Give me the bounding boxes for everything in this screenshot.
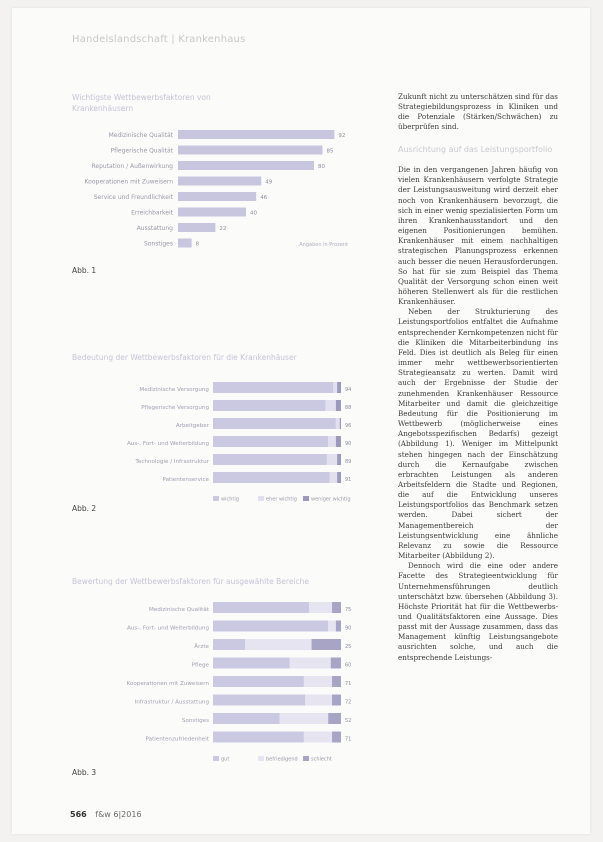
chart2-bar-segment bbox=[337, 382, 341, 393]
chart3-category-label: Pflege bbox=[191, 662, 209, 669]
chart1-value-label: 8 bbox=[195, 241, 200, 248]
chart2-category-label: Patientenservice bbox=[162, 477, 209, 483]
chart2-value-label: 94 bbox=[345, 387, 352, 393]
chart3-bar-segment bbox=[328, 621, 336, 632]
abb1-label: Abb. 1 bbox=[72, 266, 97, 275]
chart3-category-label: Medizinische Qualität bbox=[148, 607, 209, 613]
chart2-category-label: Medizinische Versorgung bbox=[139, 387, 209, 393]
abb3-label: Abb. 3 bbox=[72, 768, 97, 777]
chart3 bbox=[60, 598, 360, 764]
chart1-category-label: Service und Freundlichkeit bbox=[93, 194, 173, 201]
chart3-bar-segment bbox=[332, 676, 341, 687]
abb2-label: Abb. 2 bbox=[72, 504, 97, 513]
chart1-value-label: 40 bbox=[250, 210, 257, 217]
chart1-category-label: Sonstiges bbox=[143, 240, 173, 248]
chart2-bar-segment bbox=[333, 382, 337, 393]
chart3-legend-label: befriedigend bbox=[266, 756, 298, 763]
chart1-bar bbox=[178, 223, 215, 232]
chart3-value-label: 25 bbox=[345, 644, 352, 650]
chart3-bar-segment bbox=[213, 732, 304, 743]
body-text-column bbox=[398, 92, 558, 663]
chart2-category-label: Technologie / Infrastruktur bbox=[135, 459, 209, 465]
chart1-bar bbox=[178, 130, 334, 139]
chart1-bar bbox=[178, 239, 192, 248]
chart3-bar-segment bbox=[213, 713, 280, 724]
chart3-bar-segment bbox=[304, 732, 332, 743]
chart2-category-label: Aus-, Fort- und Weiterbildung bbox=[127, 441, 209, 447]
chart1-value-label: 49 bbox=[265, 179, 273, 186]
chart3-category-label: Kooperationen mit Zuweisern bbox=[126, 681, 209, 687]
chart2-bar-segment bbox=[213, 382, 333, 393]
chart3-bar-segment bbox=[331, 658, 341, 669]
chart1-value-label: 85 bbox=[326, 148, 334, 155]
chart1-bar bbox=[178, 208, 246, 217]
chart2-value-label: 91 bbox=[345, 477, 352, 483]
chart3-bar-segment bbox=[336, 621, 341, 632]
chart3-category-label: Infrastruktur / Ausstattung bbox=[134, 699, 209, 706]
chart3-legend-label: schlecht bbox=[311, 756, 332, 763]
paragraph-4: Dennoch wird die eine oder andere Facette des Strategieentwicklung für Unternehmensführungen deutlich unterschätzt bzw. übersehen (Abbildung 3). Höchste Priorität hat für die Wettbewerbs- und Qualitätsfaktoren eine Aussage. Dies passt mit der Aussage zusammen, dass das Management künftig Leistungsangebote ausrichten solche, und auch die entsprechende Leistungs- bbox=[398, 561, 558, 662]
chart1-axis-note: Angaben in Prozent bbox=[299, 242, 348, 248]
chart3-legend-swatch bbox=[258, 756, 264, 761]
chart2-bar-segment bbox=[213, 400, 326, 411]
chart3-bar-segment bbox=[305, 695, 332, 706]
chart3-value-label: 52 bbox=[345, 718, 352, 724]
chart1-value-label: 46 bbox=[260, 195, 268, 201]
chart2-category-label: Arbeitgeber bbox=[175, 423, 209, 429]
chart3-bar-segment bbox=[332, 732, 341, 743]
chart2 bbox=[60, 378, 360, 504]
paragraph-3: Neben der Strukturierung des Leistungsportfolios entfaltet die Aufnahme entsprechender Kernkompetenzen nicht für die Kliniken die Mitarbeiterbindung ins Feld. Dies ist deutlich als Beleg für einen immer mehr wettbewerbsorientierten Strategieansatz zu werten. Damit wird auch der Ergebnisse der Studie der zunehmenden Krankenhäuser Ressource Mitarbeiter und damit die gleichzeitige Bedeutung für die Positionierung im Wettbewerb (möglicherweise eines Angebotsspezifischen Bedarfs) gezeigt (Abbildung 1). Weniger im Mittelpunkt stehen hingegen nach der Einschätzung durch die Kernaufgabe zwischen erbrachten Leistungen als anderen Arbeitsfeldern die Stadte und Regionen, die auf die Entwicklung unseres Leistungsportfolios das Benchmark setzen werden. Dabei sichert der Managementbereich der Leistungsentwicklung eine ähnliche Relevanz zu sowie die Ressource Mitarbeiter (Abbildung 2). bbox=[398, 307, 558, 561]
chart3-bar-segment bbox=[245, 639, 312, 650]
chart1-value-label: 22 bbox=[219, 226, 227, 232]
chart1-category-label: Ausstattung bbox=[136, 225, 173, 232]
chart2-bar-segment bbox=[213, 472, 329, 483]
chart2-value-label: 88 bbox=[345, 405, 352, 411]
chart2-legend-label: wichtig bbox=[221, 496, 239, 503]
chart1-bar bbox=[178, 146, 323, 155]
chart3-bar-segment bbox=[213, 695, 305, 706]
chart1 bbox=[60, 124, 360, 264]
chart2-legend-swatch bbox=[258, 496, 264, 501]
paragraph-2: Die in den vergangenen Jahren häufig von vielen Krankenhäusern verfolgte Strategie der Leistungsausweitung wird derzeit eher noch von Krankenhäusern bevorzugt, die sich in einer wenig spezialisierten Form um ihren Krankenhausstandort und den eigenen Positionierungen bemühen. Krankenhäuser mit einem nachhaltigen strategischen Planungsprozess erkennen auch besser die neuen Herausforderungen. So hat für sie zum Beispiel das Thema Qualität der Versorgung schon einen weit höheren Stellenwert als für die restlichen Krankenhäuser. bbox=[398, 165, 558, 307]
chart3-legend-swatch bbox=[303, 756, 309, 761]
section-heading: Ausrichtung auf das Leistungsportfolio bbox=[398, 144, 553, 154]
chart1-bar bbox=[178, 161, 314, 170]
paragraph-1: Zukunft nicht zu unterschätzen sind für das Strategiebildungsprozess in Kliniken und die Potenziale (Stärken/Schwächen) zu überprüfen sind. bbox=[398, 92, 558, 132]
chart3-category-label: Patientenzufriedenheit bbox=[145, 736, 209, 743]
chart3-value-label: 71 bbox=[345, 681, 352, 687]
chart3-bar-segment bbox=[309, 602, 332, 613]
chart3-value-label: 72 bbox=[345, 699, 352, 706]
chart2-title: Bedeutung der Wettbewerbsfaktoren für die Krankenhäuser bbox=[72, 353, 297, 362]
chart1-bar bbox=[178, 192, 256, 201]
chart3-legend-label: gut bbox=[221, 756, 230, 763]
chart1-value-label: 80 bbox=[318, 164, 325, 170]
chart1-category-label: Kooperationen mit Zuweisern bbox=[84, 178, 173, 186]
chart2-bar-segment bbox=[329, 472, 337, 483]
page-number: 566 bbox=[70, 810, 87, 819]
chart2-legend-label: weniger wichtig bbox=[311, 496, 351, 503]
chart3-bar-segment bbox=[304, 676, 332, 687]
chart3-legend-swatch bbox=[213, 756, 219, 761]
journal-name: f&w 6|2016 bbox=[95, 810, 142, 819]
chart3-value-label: 60 bbox=[345, 662, 352, 669]
chart1-category-label: Medizinische Qualität bbox=[108, 132, 173, 139]
chart2-bar-segment bbox=[328, 436, 336, 447]
chart3-value-label: 90 bbox=[345, 625, 352, 632]
chart2-legend-swatch bbox=[213, 496, 219, 501]
chart2-bar-segment bbox=[336, 436, 341, 447]
chart3-bar-segment bbox=[213, 621, 328, 632]
chart3-category-label: Ärzte bbox=[194, 644, 209, 650]
chart2-legend-swatch bbox=[303, 496, 309, 501]
chart3-bar-segment bbox=[213, 676, 304, 687]
chart3-bar-segment bbox=[332, 695, 341, 706]
chart2-value-label: 89 bbox=[345, 459, 352, 465]
chart3-bar-segment bbox=[332, 602, 341, 613]
chart2-bar-segment bbox=[337, 454, 341, 465]
chart2-legend-label: eher wichtig bbox=[266, 496, 297, 503]
chart2-bar-segment bbox=[213, 418, 336, 429]
chart3-title: Bewertung der Wettbewerbsfaktoren für ausgewählte Bereiche bbox=[72, 577, 310, 586]
chart2-value-label: 90 bbox=[345, 441, 352, 447]
chart2-bar-segment bbox=[340, 418, 341, 429]
chart1-category-label: Reputation / Außenwirkung bbox=[91, 163, 173, 170]
chart3-bar-segment bbox=[213, 639, 245, 650]
chart3-bar-segment bbox=[213, 602, 309, 613]
chart2-bar-segment bbox=[337, 472, 341, 483]
chart2-bar-segment bbox=[327, 454, 337, 465]
chart1-category-label: Erreichbarkeit bbox=[131, 209, 173, 217]
chart1-value-label: 92 bbox=[338, 133, 346, 139]
chart3-bar-segment bbox=[328, 713, 341, 724]
chart2-bar-segment bbox=[213, 454, 327, 465]
chart2-category-label: Pflegerische Versorgung bbox=[141, 405, 209, 411]
chart3-bar-segment bbox=[312, 639, 341, 650]
chart1-category-label: Pflegerische Qualität bbox=[110, 147, 173, 155]
chart2-bar-segment bbox=[336, 418, 340, 429]
chart3-bar-segment bbox=[290, 658, 331, 669]
chart2-value-label: 96 bbox=[345, 423, 352, 429]
section-label: Handelslandschaft | Krankenhaus bbox=[72, 34, 246, 45]
chart3-bar-segment bbox=[280, 713, 329, 724]
chart2-bar-segment bbox=[336, 400, 341, 411]
page-footer bbox=[70, 810, 142, 819]
chart2-bar-segment bbox=[213, 436, 328, 447]
chart2-bar-segment bbox=[326, 400, 336, 411]
chart3-value-label: 71 bbox=[345, 736, 352, 743]
chart3-category-label: Aus-, Fort- und Weiterbildung bbox=[127, 625, 209, 632]
chart3-bar-segment bbox=[213, 658, 290, 669]
chart1-bar bbox=[178, 177, 261, 186]
chart3-value-label: 75 bbox=[345, 607, 352, 613]
chart3-category-label: Sonstiges bbox=[181, 718, 209, 724]
chart1-title: Wichtigste Wettbewerbsfaktoren von Krankenhäusern bbox=[72, 93, 211, 113]
